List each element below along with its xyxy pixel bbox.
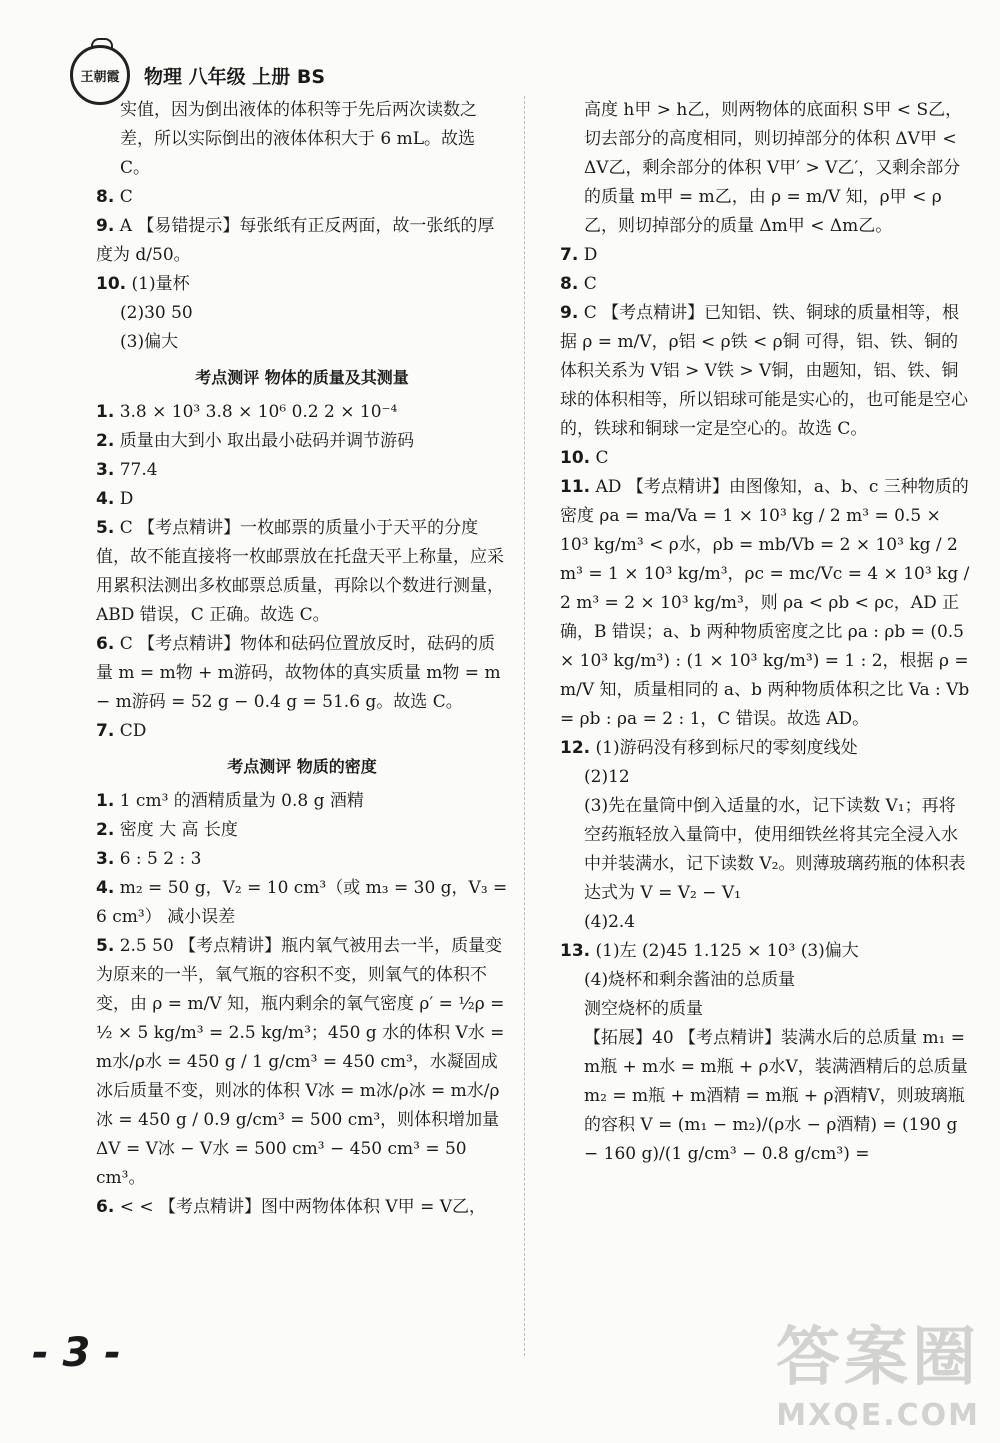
question-number: 9. (96, 216, 115, 236)
answer-item (96, 328, 508, 357)
question-number: 6. (96, 634, 115, 654)
answer-item (96, 514, 508, 630)
answer-item (96, 427, 508, 456)
answer-item (96, 874, 508, 932)
answer-item (560, 299, 972, 444)
watermark-bottom: MXQE.COM (776, 1398, 980, 1433)
answer-text: 实值，因为倒出液体的体积等于先后两次读数之差，所以实际倒出的液体体积大于 6 mL。故选 C。 (120, 100, 477, 178)
answer-item (96, 630, 508, 717)
question-number: 5. (96, 518, 115, 538)
answer-item (96, 816, 508, 845)
answer-item (560, 444, 972, 473)
question-number: 11. (560, 477, 591, 497)
question-number: 8. (96, 187, 115, 207)
answer-text: C 【考点精讲】一枚邮票的质量小于天平的分度值，故不能直接将一枚邮票放在托盘天平上称量，应采用累积法测出多枚邮票总质量，再除以个数进行测量，ABD 错误，C 正确。故选 C。 (96, 518, 504, 625)
answer-text: C (583, 274, 597, 294)
answer-item (560, 96, 972, 241)
answer-text: 3.8 × 10³ 3.8 × 10⁶ 0.2 2 × 10⁻⁴ (119, 402, 398, 422)
answer-item (560, 966, 972, 995)
page-number: - 3 - (32, 1330, 121, 1376)
answer-text: 2.5 50 【考点精讲】瓶内氧气被用去一半，质量变为原来的一半，氧气瓶的容积不变，则氧气的体积不变，由 ρ = m/V 知，瓶内剩余的氧气密度 ρ′ = ½ρ = ½ × 5 kg/m³ = 2.5 kg/m³；450 g 水的体积 V水 = m水/ρ水 = 450 g / 1 g/cm³ = 450 cm³，水凝固成冰后质量不变，则冰的体积 V冰 = m冰/ρ冰 = m水/ρ冰 = 450 g / 0.9 g/cm³ = 500 cm³，则体积增加量 ΔV = V冰 − V水 = 500 cm³ − 450 cm³ = 50 cm³。 (96, 936, 505, 1188)
answer-item (96, 485, 508, 514)
answer-text: (2)12 (584, 767, 630, 787)
question-number: 10. (96, 274, 127, 294)
question-number: 6. (96, 1197, 115, 1217)
question-number: 1. (96, 402, 115, 422)
answer-text: (4)2.4 (584, 912, 636, 932)
answer-item (560, 908, 972, 937)
answer-text: (4)烧杯和剩余酱油的总质量 (584, 970, 796, 990)
answer-text: A 【易错提示】每张纸有正反两面，故一张纸的厚度为 d/50。 (96, 216, 495, 265)
answer-item (96, 96, 508, 183)
answer-item (96, 183, 508, 212)
question-number: 12. (560, 738, 591, 758)
answer-text: AD 【考点精讲】由图像知，a、b、c 三种物质的密度 ρa = ma/Va = 1 × 10³ kg / 2 m³ = 0.5 × 10³ kg/m³ < ρ水，ρb = mb/Vb = 2 × 10³ kg / 2 m³ = 1 × 10³ kg/m³，ρc = mc/Vc = 4 × 10³ kg / 2 m³ = 2 × 10³ kg/m³，则 ρa < ρb < ρc，AD 正确，B 错误；a、b 两种物质密度之比 ρa : ρb = (0.5 × 10³ kg/m³) : (1 × 10³ kg/m³) = 1 : 2，根据 ρ = m/V 知，质量相同的 a、b 两种物质体积之比 Va : Vb = ρb : ρa = 2 : 1，C 错误。故选 AD。 (560, 477, 970, 729)
answer-item (96, 845, 508, 874)
answer-text: C 【考点精讲】物体和砝码位置放反时，砝码的质量 m = m物 + m游码，故物体的真实质量 m物 = m − m游码 = 52 g − 0.4 g = 51.6 g。故选 C。 (96, 634, 501, 712)
answer-item (96, 270, 508, 299)
answer-item (560, 473, 972, 734)
answer-text: (3)偏大 (120, 332, 179, 352)
question-number: 2. (96, 431, 115, 451)
answer-text: D (583, 245, 598, 265)
answer-text: 密度 大 高 长度 (119, 820, 238, 840)
question-number: 13. (560, 941, 591, 961)
answer-text: (1)游码没有移到标尺的零刻度线处 (595, 738, 858, 758)
answer-text: (3)先在量筒中倒入适量的水，记下读数 V₁；再将空药瓶轻放入量筒中，使用细铁丝将其完全浸入水中并装满水，记下读数 V₂。则薄玻璃药瓶的体积表达式为 V = V₂ − V₁ (584, 796, 966, 903)
answer-item (560, 734, 972, 763)
answer-text: CD (119, 721, 147, 741)
question-number: 8. (560, 274, 579, 294)
right-column (560, 96, 972, 1169)
answer-item (560, 995, 972, 1024)
answer-text: C (119, 187, 133, 207)
answer-text: 77.4 (119, 460, 158, 480)
column-divider (524, 96, 525, 1356)
question-number: 10. (560, 448, 591, 468)
question-number: 7. (560, 245, 579, 265)
section-heading: 考点测评 物质的密度 (227, 757, 377, 776)
answer-text: 1 cm³ 的酒精质量为 0.8 g 酒精 (119, 791, 364, 811)
answer-text: (1)左 (2)45 1.125 × 10³ (3)偏大 (595, 941, 859, 961)
answer-item (96, 717, 508, 746)
answer-text: 质量由大到小 取出最小砝码并调节游码 (119, 431, 415, 451)
question-number: 5. (96, 936, 115, 956)
answer-item (96, 787, 508, 816)
answer-text: < < 【考点精讲】图中两物体体积 V甲 = V乙， (119, 1197, 487, 1217)
section-heading: 考点测评 物体的质量及其测量 (195, 368, 409, 387)
answer-item (560, 792, 972, 908)
question-number: 4. (96, 878, 115, 898)
answer-text: C 【考点精讲】已知铝、铁、铜球的质量相等，根据 ρ = m/V，ρ铝 < ρ铁 < ρ铜 可得，铝、铁、铜的体积关系为 V铝 > V铁 > V铜，由题知，铝、铁、铜球的体积相等，所以铝球可能是实心的，也可能是空心的，铁球和铜球一定是空心的。故选 C。 (560, 303, 968, 439)
answer-item (96, 212, 508, 270)
answer-item (96, 932, 508, 1193)
logo-text: 王朝霞 (80, 69, 120, 85)
answer-item (96, 398, 508, 427)
question-number: 2. (96, 820, 115, 840)
answer-item (560, 1024, 972, 1169)
left-column (96, 96, 508, 1222)
answer-item (96, 1193, 508, 1222)
answer-item (560, 241, 972, 270)
answer-text: 测空烧杯的质量 (584, 999, 703, 1019)
answer-text: C (595, 448, 609, 468)
answer-item (96, 456, 508, 485)
answer-text: (1)量杯 (131, 274, 190, 294)
question-number: 3. (96, 460, 115, 480)
question-number: 9. (560, 303, 579, 323)
site-watermark (776, 1306, 980, 1433)
book-title: 物理 八年级 上册 BS (144, 65, 326, 88)
watermark-top: 答案圈 (776, 1321, 980, 1395)
question-number: 1. (96, 791, 115, 811)
answer-text: 【拓展】40 【考点精讲】装满水后的总质量 m₁ = m瓶 + m水 = m瓶 + ρ水V，装满酒精后的总质量 m₂ = m瓶 + m酒精 = m瓶 + ρ酒精V，则玻璃瓶的容积 V = (m₁ − m₂)/(ρ水 − ρ酒精) = (190 g − 160 g)/(1 g/cm³ − 0.8 g/cm³) = (584, 1028, 968, 1164)
question-number: 7. (96, 721, 115, 741)
answer-text: (2)30 50 (120, 303, 193, 323)
question-number: 4. (96, 489, 115, 509)
answer-item (96, 299, 508, 328)
answer-text: D (119, 489, 134, 509)
answer-item (560, 763, 972, 792)
answer-text: 高度 h甲 > h乙，则两物体的底面积 S甲 < S乙，切去部分的高度相同，则切掉部分的体积 ΔV甲 < ΔV乙，剩余部分的体积 V甲′ > V乙′，又剩余部分的质量 m甲 = m乙，由 ρ = m/V 知，ρ甲 < ρ乙，则切掉部分的质量 Δm甲 < Δm乙。 (584, 100, 963, 236)
answer-text: m₂ = 50 g，V₂ = 10 cm³（或 m₃ = 30 g，V₃ = 6 cm³） 减小误差 (96, 878, 508, 927)
answer-item (560, 937, 972, 966)
question-number: 3. (96, 849, 115, 869)
answer-text: 6 : 5 2 : 3 (119, 849, 202, 869)
answer-item (560, 270, 972, 299)
